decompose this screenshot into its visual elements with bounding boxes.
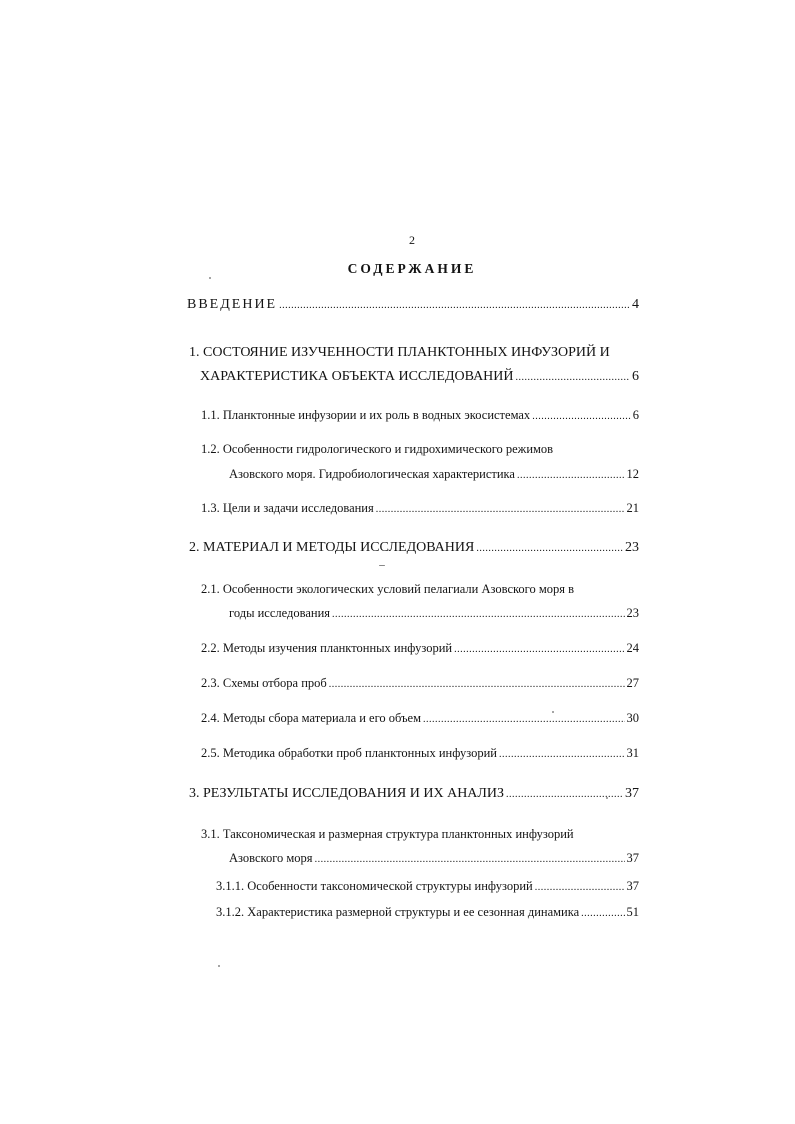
toc-entry-text: ХАРАКТЕРИСТИКА ОБЪЕКТА ИССЛЕДОВАНИЙ	[200, 369, 514, 384]
toc-entry-intro[interactable]	[187, 296, 639, 314]
dot-leader	[517, 467, 625, 485]
toc-entry-text: 1.1. Планктонные инфузории и их роль в водных экосистемах	[201, 408, 531, 422]
scan-speck	[379, 565, 385, 566]
toc-entry-text: 1.3. Цели и задачи исследования	[201, 501, 374, 515]
dot-leader	[376, 501, 625, 519]
toc-entry-page: 6	[632, 408, 639, 422]
toc-entry-text: 2.2. Методы изучения планктонных инфузорий	[201, 641, 453, 655]
toc-entry-3-1-line1[interactable]	[201, 825, 574, 843]
toc-entry-page: 37	[625, 786, 639, 801]
dot-leader	[315, 851, 625, 869]
toc-entry-2-1-line1[interactable]	[201, 580, 574, 598]
toc-entry-1-3[interactable]	[201, 499, 639, 517]
toc-entry-page: 23	[625, 540, 639, 555]
dot-leader	[535, 879, 625, 897]
toc-entry-3-1[interactable]	[229, 849, 639, 867]
toc-entry-2-3[interactable]	[201, 674, 639, 692]
toc-entry-1-line1[interactable]	[189, 344, 610, 362]
toc-entry-page: 12	[626, 467, 639, 481]
dot-leader	[279, 297, 630, 315]
toc-entry-3-1-2[interactable]	[216, 903, 639, 921]
toc-entry-2-1[interactable]	[229, 604, 639, 622]
dot-leader	[499, 746, 625, 764]
dot-leader	[581, 905, 624, 923]
scan-speck	[552, 711, 554, 713]
toc-entry-text: Азовского моря. Гидробиологическая характеристика	[229, 467, 515, 481]
scan-speck	[209, 277, 211, 279]
toc-entry-text: 2.1. Особенности экологических условий пелагиали Азовского моря в	[201, 582, 575, 596]
toc-entry-2-5[interactable]	[201, 744, 639, 762]
dot-leader	[454, 641, 624, 659]
dot-leader	[332, 606, 624, 624]
toc-entry-page: 37	[626, 851, 639, 865]
toc-entry-page: 4	[632, 297, 639, 312]
scan-speck	[218, 965, 220, 967]
dot-leader	[506, 786, 623, 804]
toc-entry-page: 6	[632, 369, 639, 384]
toc-entry-text: 2. МАТЕРИАЛ И МЕТОДЫ ИССЛЕДОВАНИЯ	[189, 540, 475, 555]
scan-speck	[606, 797, 608, 799]
toc-entry-page: 21	[626, 501, 639, 515]
toc-entry-page: 31	[626, 746, 639, 760]
toc-title: СОДЕРЖАНИЕ	[347, 261, 477, 276]
toc-entry-text: 3.1.2. Характеристика размерной структуры и ее сезонная динамика	[216, 905, 580, 919]
toc-entry-text: 3.1.1. Особенности таксономической структуры инфузорий	[216, 879, 533, 893]
toc-entry-3-1-1[interactable]	[216, 877, 639, 895]
toc-entry-3[interactable]	[189, 785, 639, 803]
toc-entry-page: 24	[626, 641, 639, 655]
toc-entry-page: 30	[626, 711, 639, 725]
toc-entry-text: 2.3. Схемы отбора проб	[201, 676, 327, 690]
dot-leader	[476, 540, 623, 558]
dot-leader	[532, 408, 631, 426]
toc-entry-text: ВВЕДЕНИЕ	[187, 297, 278, 312]
page-number: 2	[409, 233, 415, 247]
toc-entry-page: 23	[626, 606, 639, 620]
toc-entry-page: 51	[626, 905, 639, 919]
toc-entry-text: 3. РЕЗУЛЬТАТЫ ИССЛЕДОВАНИЯ И ИХ АНАЛИЗ	[189, 786, 505, 801]
toc-entry-text: годы исследования	[229, 606, 331, 620]
toc-entry-1-2[interactable]	[229, 465, 639, 483]
toc-entry-2-4[interactable]	[201, 709, 639, 727]
toc-entry-text: 2.5. Методика обработки проб планктонных инфузорий	[201, 746, 497, 760]
toc-entry-text: 3.1. Таксономическая и размерная структура планктонных инфузорий	[201, 827, 574, 841]
toc-entry-2[interactable]	[189, 539, 639, 557]
toc-entry-text: 1. СОСТОЯНИЕ ИЗУЧЕННОСТИ ПЛАНКТОННЫХ ИНФУЗОРИЙ И	[189, 345, 610, 360]
toc-entry-text: Азовского моря	[229, 851, 313, 865]
toc-entry-page: 37	[626, 879, 639, 893]
dot-leader	[423, 711, 624, 729]
toc-entry-page: 27	[626, 676, 639, 690]
dot-leader	[516, 369, 630, 387]
dot-leader	[329, 676, 625, 694]
toc-entry-text: 1.2. Особенности гидрологического и гидрохимического режимов	[201, 442, 554, 456]
toc-entry-text: 2.4. Методы сбора материала и его объем	[201, 711, 422, 725]
toc-entry-1-2-line1[interactable]	[201, 440, 553, 458]
toc-entry-2-2[interactable]	[201, 639, 639, 657]
toc-entry-1[interactable]	[200, 368, 639, 386]
toc-entry-1-1[interactable]	[201, 406, 639, 424]
